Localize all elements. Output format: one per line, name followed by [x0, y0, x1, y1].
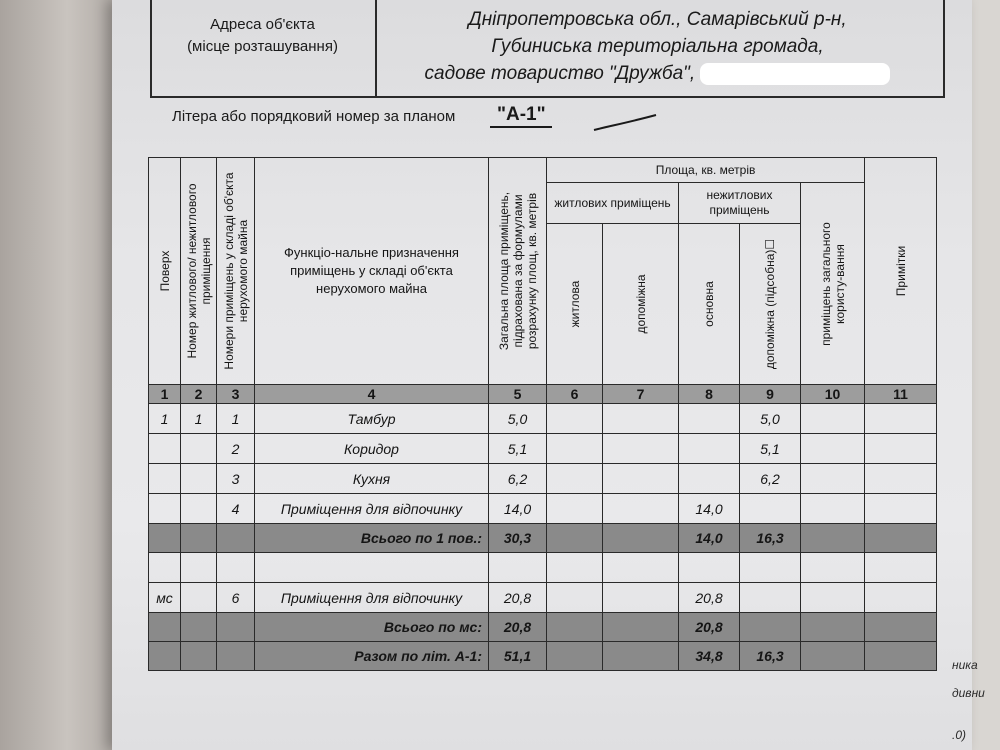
header-aux: допоміжна	[603, 224, 679, 385]
litera-underline	[490, 126, 552, 128]
table-row: 3 Кухня 6,2 6,2	[149, 464, 937, 494]
signature-stroke	[590, 112, 660, 134]
address-value: Дніпропетровська обл., Самарівський р-н, Губиниська територіальна громада, садове товариство "Дружба",	[385, 6, 930, 87]
header-unit-no: Номер житлового/ нежитлового приміщення	[181, 158, 217, 385]
litera-label: Літера або порядковий номер за планом	[172, 108, 456, 125]
table-row: 4 Приміщення для відпочинку 14,0 14,0	[149, 494, 937, 524]
header-aux-utility: допоміжна (підсобна)☐	[740, 224, 801, 385]
litera-value: "А-1"	[497, 104, 546, 125]
header-floor: Поверх	[149, 158, 181, 385]
address-divider	[375, 0, 377, 98]
header-room-no: Номери приміщень у складі об'єкта нерухомого майна	[217, 158, 255, 385]
column-numbers-row: 1 2 3 4 5 6 7 8 9 10 11	[149, 385, 937, 404]
header-notes: Примітки	[865, 158, 937, 385]
side-fragment: ника	[952, 658, 978, 672]
header-main: основна	[679, 224, 740, 385]
total-ms-row: Всього по мс: 20,8 20,8	[149, 613, 937, 642]
side-fragment: дивни	[952, 686, 985, 700]
header-function: Функціо-нальне призначення приміщень у складі об'єкта нерухомого майна	[255, 158, 489, 385]
side-fragment: .0)	[952, 728, 967, 742]
header-common: приміщень загального користу-вання	[801, 183, 865, 385]
address-label: Адреса об'єкта (місце розташування)	[187, 16, 338, 55]
table-row: мс 6 Приміщення для відпочинку 20,8 20,8	[149, 583, 937, 613]
table-row: 1 1 1 Тамбур 5,0 5,0	[149, 404, 937, 434]
background-left	[0, 0, 112, 750]
total-floor1-row: Всього по 1 пов.: 30,3 14,0 16,3	[149, 524, 937, 553]
header-area-group: Площа, кв. метрів	[547, 158, 865, 183]
grand-total-row: Разом по літ. А-1: 51,1 34,8 16,3	[149, 642, 937, 671]
header-living: житлова	[547, 224, 603, 385]
header-residential: житлових приміщень	[547, 183, 679, 224]
header-total-area: Загальна площа приміщень, підрахована за формулами розрахунку площ, кв. метрів	[489, 158, 547, 385]
header-nonresidential: нежитлових приміщень	[679, 183, 801, 224]
rooms-table	[148, 157, 936, 671]
redaction-mark	[700, 63, 890, 85]
table-row-empty	[149, 553, 937, 583]
table-row: 2 Коридор 5,1 5,1	[149, 434, 937, 464]
